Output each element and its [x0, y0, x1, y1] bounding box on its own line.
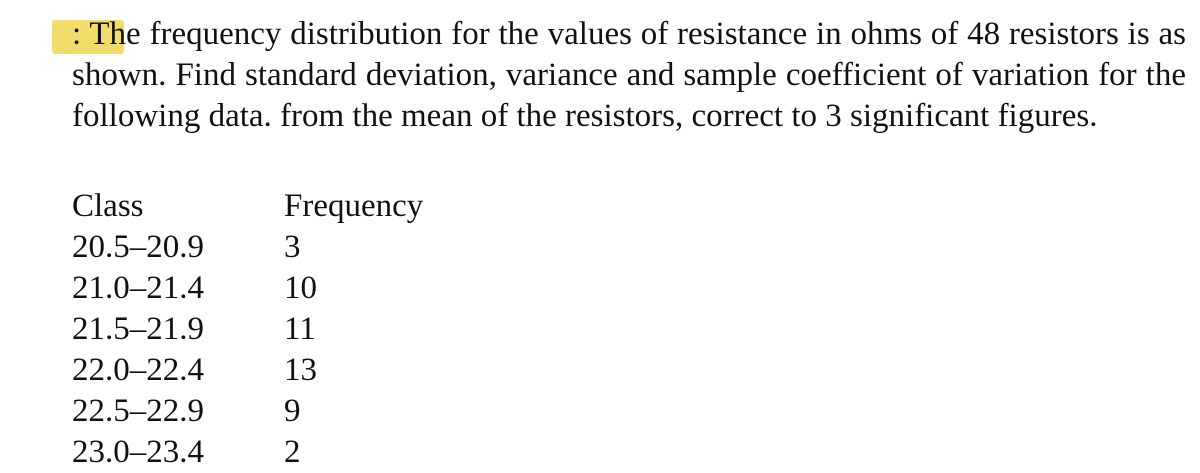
- frequency-cell: 11: [284, 311, 316, 347]
- table-row: [72, 227, 423, 268]
- class-cell: 22.0–22.4: [72, 352, 204, 388]
- header-class: Class: [72, 188, 144, 224]
- table-row: [72, 309, 423, 350]
- frequency-cell: 13: [284, 352, 317, 388]
- problem-statement: [72, 14, 1186, 137]
- frequency-cell: 9: [284, 393, 301, 429]
- frequency-cell: 2: [284, 434, 301, 470]
- class-cell: 21.5–21.9: [72, 311, 204, 347]
- table-row: [72, 350, 423, 391]
- class-cell: 20.5–20.9: [72, 229, 204, 265]
- table-row: [72, 391, 423, 432]
- problem-text: : The frequency distribution for the values of resistance in ohms of 48 resistors is as shown. Find standard deviation, variance and sample coefficient of variation for the following data. from the mean of the resistors, correct to 3 significant figures.: [72, 16, 1186, 134]
- table-header-row: [72, 186, 423, 227]
- class-cell: 22.5–22.9: [72, 393, 204, 429]
- frequency-distribution-table: [72, 186, 423, 473]
- header-frequency: Frequency: [284, 188, 424, 224]
- class-cell: 21.0–21.4: [72, 270, 204, 306]
- table-row: [72, 432, 423, 473]
- frequency-cell: 10: [284, 270, 317, 306]
- class-cell: 23.0–23.4: [72, 434, 204, 470]
- frequency-cell: 3: [284, 229, 301, 265]
- table-row: [72, 268, 423, 309]
